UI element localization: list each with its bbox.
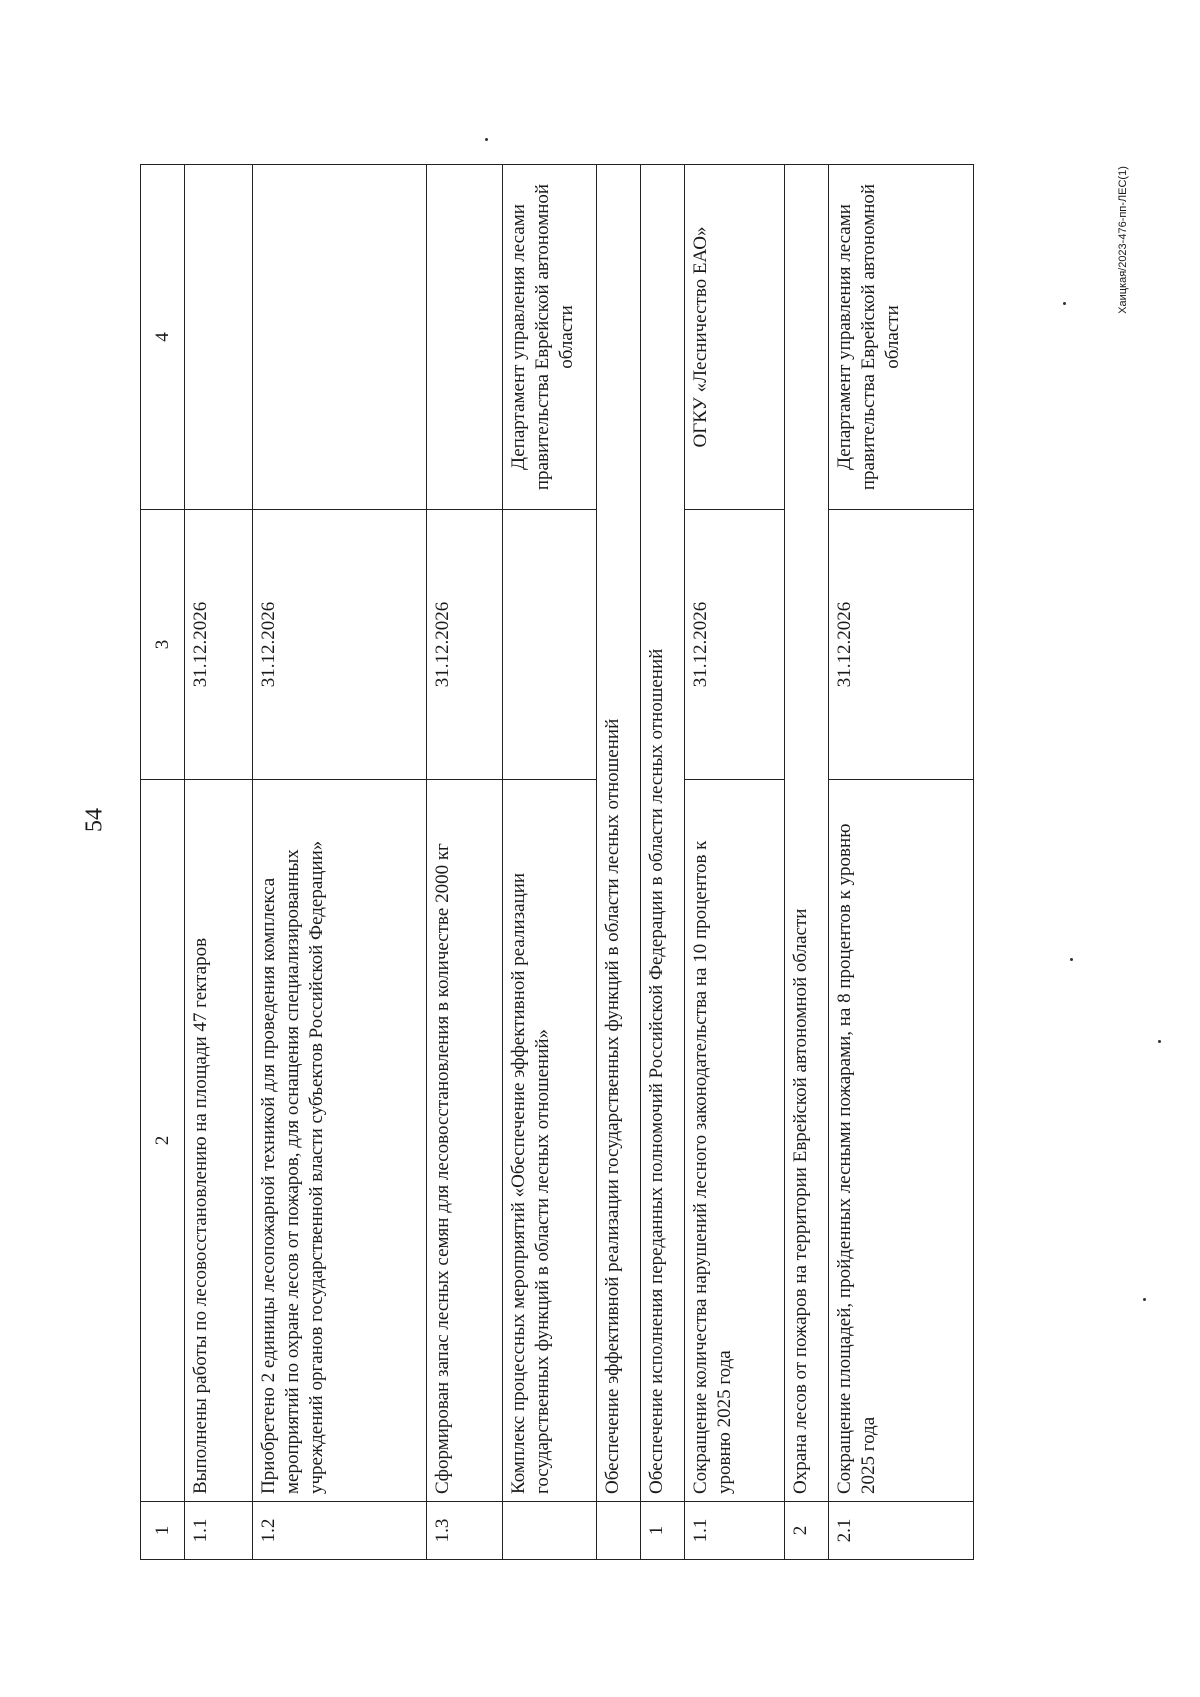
row-task: Приобретено 2 единицы лесопожарной техникой для проведения комплекса мероприятий по охране лесов от пожаров, для оснащения специализированных учреждений органов государственной власти субъектов Российской Федерации» (253, 780, 427, 1502)
row-date: 31.12.2026 (185, 510, 253, 780)
row-number (503, 1502, 597, 1560)
section-title: Охрана лесов от пожаров на территории Еврейской автономной области (785, 165, 829, 1502)
row-task: Сокращение площадей, пройденных лесными пожарами, на 8 процентов к уровню 2025 года (829, 780, 974, 1502)
row-responsible: Департамент управления лесами правительства Еврейской автономной области (829, 165, 974, 510)
row-responsible: Департамент управления лесами правительства Еврейской автономной области (503, 165, 597, 510)
row-date: 31.12.2026 (253, 510, 427, 780)
header-col-1: 1 (141, 1502, 185, 1560)
row-task: Выполнены работы по лесовосстановлению на площади 47 гектаров (185, 780, 253, 1502)
row-number: 1.3 (427, 1502, 503, 1560)
table-container (140, 165, 973, 1560)
scan-speck (1158, 1040, 1161, 1043)
row-date: 31.12.2026 (829, 510, 974, 780)
table-row (427, 165, 503, 1560)
row-responsible: ОГКУ «Лесничество ЕАО» (685, 165, 785, 510)
row-responsible (253, 165, 427, 510)
row-date: 31.12.2026 (427, 510, 503, 780)
header-col-2: 2 (141, 780, 185, 1502)
row-number: 1.1 (185, 1502, 253, 1560)
table-row (503, 165, 597, 1560)
page-number: 54 (81, 808, 108, 832)
table-row (829, 165, 974, 1560)
section-row (641, 165, 685, 1560)
table-row (185, 165, 253, 1560)
row-responsible (185, 165, 253, 510)
row-number: 1.1 (685, 1502, 785, 1560)
row-date: 31.12.2026 (685, 510, 785, 780)
scan-speck (1063, 302, 1066, 305)
header-row (141, 165, 185, 1560)
row-task: Комплекс процессных мероприятий «Обеспечение эффективной реализации государственных функций в области лесных отношений» (503, 780, 597, 1502)
table-row (685, 165, 785, 1560)
scan-speck (1143, 1298, 1146, 1301)
document-code: Хаицкая/2023-476-пп-ЛЕС(1) (1117, 166, 1129, 314)
scan-speck (485, 138, 488, 141)
row-number: 1.2 (253, 1502, 427, 1560)
section-title: Обеспечение исполнения переданных полномочий Российской Федерации в области лесных отношений (641, 165, 685, 1502)
section-row (597, 165, 641, 1560)
row-task: Сокращение количества нарушений лесного законодательства на 10 процентов к уровню 2025 года (685, 780, 785, 1502)
row-number: 2 (785, 1502, 829, 1560)
row-responsible (427, 165, 503, 510)
row-task: Сформирован запас лесных семян для лесовосстановления в количестве 2000 кг (427, 780, 503, 1502)
scan-speck (1070, 958, 1073, 961)
section-title: Обеспечение эффективной реализации государственных функций в области лесных отношений (597, 165, 641, 1502)
row-number: 2.1 (829, 1502, 974, 1560)
row-date (503, 510, 597, 780)
header-col-3: 3 (141, 510, 185, 780)
row-number (597, 1502, 641, 1560)
header-col-4: 4 (141, 165, 185, 510)
table-row (253, 165, 427, 1560)
row-number: 1 (641, 1502, 685, 1560)
activities-table (140, 164, 974, 1560)
section-row (785, 165, 829, 1560)
